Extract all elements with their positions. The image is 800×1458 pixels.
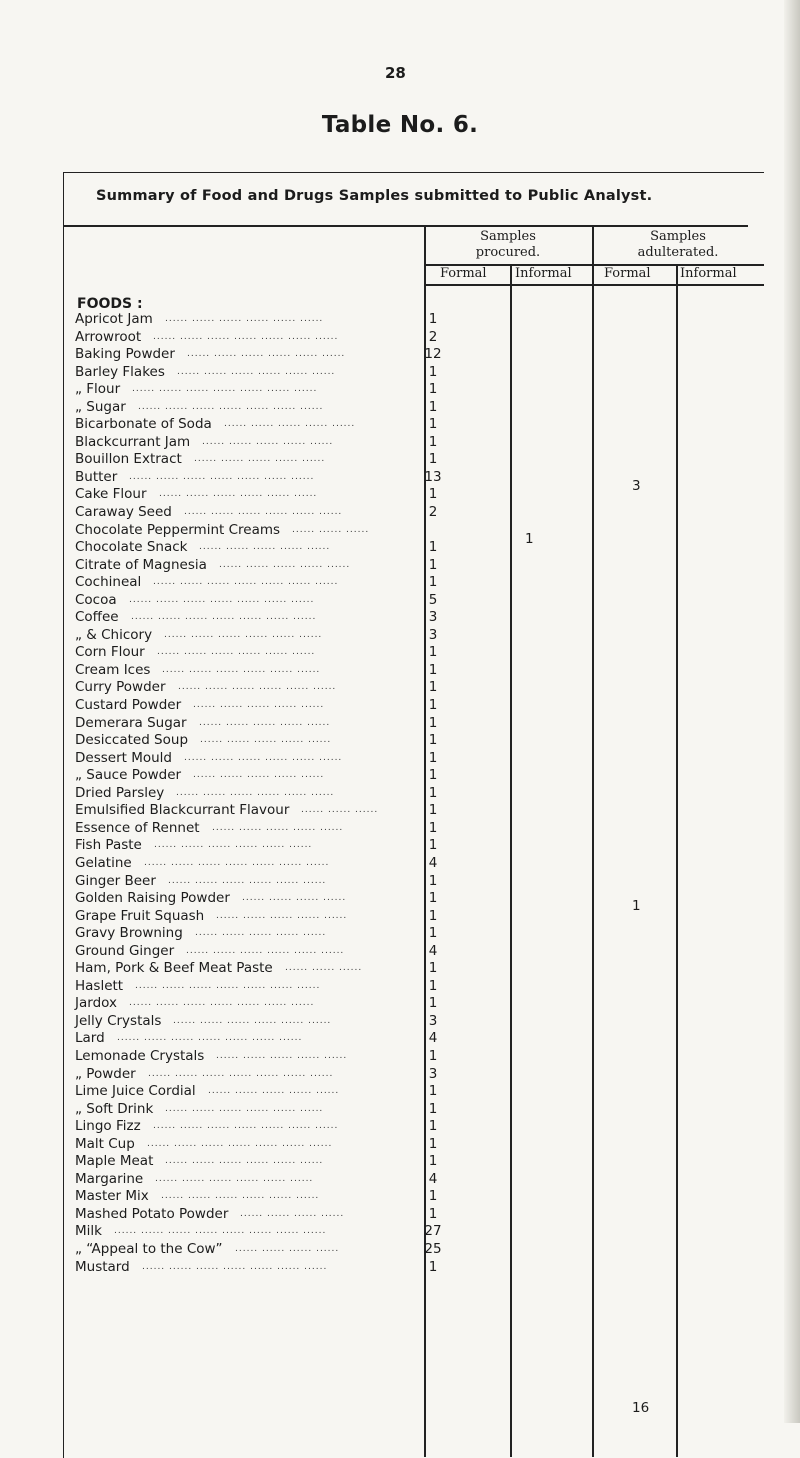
leader-dots: ...... ...... ...... ...... ...... ...... ...... (147, 1138, 333, 1149)
table-row (75, 767, 775, 785)
formal-count: 1 (428, 995, 438, 1012)
table-row (75, 995, 775, 1013)
table-row (75, 346, 775, 364)
table-row (75, 1030, 775, 1048)
food-name: „ Sauce Powder (75, 767, 182, 784)
food-name: Apricot Jam (75, 311, 153, 327)
table-row (75, 504, 775, 522)
food-name: „ Powder (75, 1065, 136, 1082)
food-name: Arrowroot (75, 328, 142, 345)
food-name: Caraway Seed (75, 504, 172, 521)
leader-dots: ...... ...... ...... ...... ...... ...... ...... (153, 577, 339, 588)
leader-dots: ...... ...... ...... ...... ...... ...... ...... (144, 857, 330, 868)
food-name: Golden Raising Powder (75, 890, 230, 907)
table-row (75, 1206, 775, 1224)
leader-dots: ...... ...... ...... ...... ...... (193, 770, 325, 781)
food-name: Emulsified Blackcurrant Flavour (75, 802, 290, 819)
formal-count: 25 (424, 1240, 442, 1257)
formal-count: 1 (428, 661, 438, 678)
table-row (75, 1083, 775, 1101)
leader-dots: ...... ...... ...... (292, 524, 370, 535)
leader-dots: ...... ...... ...... ...... ...... ...... (165, 1156, 324, 1167)
food-name: Custard Powder (75, 697, 182, 714)
leader-dots: ...... ...... ...... ...... ...... (216, 1050, 348, 1061)
formal-count: 1 (428, 732, 438, 749)
table-row (75, 329, 775, 347)
table-row (75, 697, 775, 715)
formal-count: 27 (424, 1223, 442, 1240)
food-name: Corn Flour (75, 644, 145, 661)
header-formal-adulterated: Formal (604, 266, 651, 281)
table-row (75, 1188, 775, 1206)
formal-count: 1 (428, 925, 438, 942)
leader-dots: ...... ...... ...... ...... ...... ...... (159, 489, 318, 500)
formal-count: 2 (428, 328, 438, 345)
leader-dots: ...... ...... ...... ...... ...... (200, 735, 332, 746)
table-row (75, 1118, 775, 1136)
formal-count: 1 (428, 644, 438, 661)
formal-count: 1 (428, 539, 438, 556)
formal-count: 1 (428, 907, 438, 924)
leader-dots: ...... ...... ...... (301, 805, 379, 816)
food-name: Barley Flakes (75, 363, 165, 380)
formal-count: 1 (428, 1135, 438, 1152)
leader-dots: ...... ...... ...... ...... ...... ...... ...... (131, 612, 317, 623)
adulterated-formal-value: 1 (632, 898, 641, 914)
leader-dots: ...... ...... ...... ...... ...... ...... ...... ...... (114, 1226, 327, 1237)
header-informal-adulterated: Informal (680, 266, 737, 281)
leader-dots: ...... ...... ...... ...... ...... ...... (155, 1173, 314, 1184)
table-row (75, 978, 775, 996)
table-row (75, 434, 775, 452)
table-row (75, 1171, 775, 1189)
leader-dots: ...... ...... ...... ...... ...... ...... (186, 945, 345, 956)
header-informal-procured: Informal (515, 266, 572, 281)
food-name: Demerara Sugar (75, 714, 187, 731)
food-name: „ “Appeal to the Cow” (75, 1240, 223, 1257)
food-name: „ & Chicory (75, 626, 153, 643)
leader-dots: ...... ...... ...... ...... ...... ...... ...... (129, 471, 315, 482)
formal-count: 1 (428, 486, 438, 503)
formal-count: 1 (428, 767, 438, 784)
adulterated-formal-value: 16 (632, 1400, 650, 1416)
leader-dots: ...... ...... ...... ...... ...... ...... ...... (153, 1121, 339, 1132)
formal-count: 1 (428, 451, 438, 468)
header-rule-bottom (424, 284, 764, 286)
leader-dots: ...... ...... ...... ...... ...... (212, 822, 344, 833)
leader-dots: ...... ...... ...... ...... ...... ...... (177, 366, 336, 377)
food-name: Curry Powder (75, 679, 166, 696)
table-row (75, 1153, 775, 1171)
leader-dots: ...... ...... ...... ...... ...... ...... (184, 752, 343, 763)
table-row (75, 381, 775, 399)
formal-count: 1 (428, 819, 438, 836)
leader-dots: ...... ...... ...... ...... ...... ...... (168, 875, 327, 886)
formal-count: 1 (428, 802, 438, 819)
formal-count: 1 (428, 714, 438, 731)
food-name: Mashed Potato Powder (75, 1205, 229, 1222)
formal-count: 2 (428, 504, 438, 521)
formal-count: 12 (424, 346, 442, 363)
food-name: Mustard (75, 1258, 130, 1275)
table-row (75, 574, 775, 592)
table-row (75, 855, 775, 873)
formal-count: 1 (428, 1047, 438, 1064)
table-row (75, 1101, 775, 1119)
leader-dots: ...... ...... ...... ...... ...... ...... (176, 787, 335, 798)
table-row (75, 890, 775, 908)
table-row (75, 1259, 775, 1277)
formal-count: 3 (428, 1065, 438, 1082)
food-name: Milk (75, 1223, 102, 1240)
table-summary: Summary of Food and Drugs Samples submitted to Public Analyst. (96, 188, 653, 204)
food-name: Master Mix (75, 1188, 149, 1205)
food-name: Lingo Fizz (75, 1118, 141, 1135)
food-name: Cake Flour (75, 486, 147, 503)
food-name: Blackcurrant Jam (75, 433, 191, 450)
table-row (75, 609, 775, 627)
food-name: Ham, Pork & Beef Meat Paste (75, 960, 273, 977)
table-row (75, 908, 775, 926)
page-number: 28 (385, 64, 406, 82)
table-row (75, 785, 775, 803)
formal-count: 1 (428, 556, 438, 573)
header-rule-left (64, 225, 424, 227)
leader-dots: ...... ...... ...... ...... ...... (224, 419, 356, 430)
header-samples-procured: Samples procured. (475, 229, 541, 260)
leader-dots: ...... ...... ...... ...... ...... ...... (161, 1191, 320, 1202)
formal-count: 3 (428, 626, 438, 643)
formal-count: 1 (428, 574, 438, 591)
food-name: Dried Parsley (75, 784, 165, 801)
food-name: Ginger Beer (75, 872, 156, 889)
leader-dots: ...... ...... ...... ...... ...... ...... ...... (135, 980, 321, 991)
leader-dots: ...... ...... ...... ...... (242, 893, 347, 904)
food-name: Maple Meat (75, 1153, 154, 1170)
table-row (75, 837, 775, 855)
table-row (75, 820, 775, 838)
food-name: Chocolate Snack (75, 539, 188, 556)
leader-dots: ...... ...... ...... ...... ...... (216, 910, 348, 921)
foods-label: FOODS : (77, 296, 143, 312)
informal-procured-value: 1 (525, 531, 534, 547)
formal-count: 1 (428, 1100, 438, 1117)
formal-count: 1 (428, 1205, 438, 1222)
food-rows (75, 311, 775, 1276)
leader-dots: ...... ...... ...... ...... ...... ...... (165, 314, 324, 324)
leader-dots: ...... ...... ...... ...... (240, 1208, 345, 1219)
table-row (75, 557, 775, 575)
formal-count: 1 (428, 837, 438, 854)
formal-count: 1 (428, 1258, 438, 1275)
table-row (75, 1136, 775, 1154)
table-row (75, 750, 775, 768)
table-row (75, 1223, 775, 1241)
leader-dots: ...... ...... ...... ...... ...... (193, 700, 325, 711)
leader-dots: ...... ...... ...... ...... ...... ...... ...... (129, 594, 315, 605)
food-name: Bouillon Extract (75, 451, 182, 468)
table-row (75, 662, 775, 680)
formal-count: 3 (428, 609, 438, 626)
leader-dots: ...... ...... ...... ...... ...... (202, 436, 334, 447)
leader-dots: ...... ...... ...... ...... ...... ...... ...... (142, 1261, 328, 1272)
formal-count: 1 (428, 872, 438, 889)
formal-count: 1 (428, 363, 438, 380)
formal-count: 1 (428, 977, 438, 994)
formal-count: 1 (428, 1188, 438, 1205)
food-name: Cocoa (75, 591, 117, 608)
leader-dots: ...... ...... ...... ...... ...... (199, 717, 331, 728)
formal-count: 1 (428, 433, 438, 450)
page-edge-shadow (784, 0, 800, 1423)
formal-count: 1 (428, 1083, 438, 1100)
food-name: Cream Ices (75, 661, 151, 678)
table-row (75, 1241, 775, 1259)
food-name: Essence of Rennet (75, 819, 200, 836)
food-name: Lime Juice Cordial (75, 1083, 196, 1100)
formal-count: 1 (428, 1118, 438, 1135)
food-name: Coffee (75, 609, 119, 626)
formal-count: 3 (428, 1012, 438, 1029)
adulterated-formal-value: 3 (632, 478, 641, 494)
leader-dots: ...... ...... ...... ...... ...... ...... (178, 682, 337, 693)
leader-dots: ...... ...... ...... ...... ...... (208, 1086, 340, 1097)
header-formal-procured: Formal (440, 266, 487, 281)
food-name: Lemonade Crystals (75, 1047, 205, 1064)
food-name: Baking Powder (75, 346, 175, 363)
formal-count: 1 (428, 960, 438, 977)
leader-dots: ...... ...... ...... ...... ...... (195, 928, 327, 939)
food-name: Lard (75, 1030, 105, 1047)
table-row (75, 486, 775, 504)
leader-dots: ...... ...... ...... ...... ...... ...... ...... (153, 331, 339, 342)
food-name: „ Flour (75, 381, 121, 398)
table-row (75, 1066, 775, 1084)
table-row (75, 715, 775, 733)
leader-dots: ...... ...... ...... ...... ...... ...... (164, 629, 323, 640)
formal-count: 4 (428, 1170, 438, 1187)
formal-count: 5 (428, 591, 438, 608)
formal-count: 13 (424, 468, 442, 485)
leader-dots: ...... ...... ...... ...... ...... ...... ...... (138, 401, 324, 412)
formal-count: 1 (428, 679, 438, 696)
table-row (75, 679, 775, 697)
table-row (75, 451, 775, 469)
leader-dots: ...... ...... ...... ...... ...... ...... ...... (129, 998, 315, 1009)
leader-dots: ...... ...... ...... ...... ...... ...... (162, 664, 321, 675)
food-name: Gelatine (75, 854, 132, 871)
leader-dots: ...... ...... ...... ...... ...... ...... ...... (148, 1068, 334, 1079)
formal-count: 1 (428, 1153, 438, 1170)
table-row (75, 416, 775, 434)
food-name: Malt Cup (75, 1135, 135, 1152)
formal-count: 1 (428, 697, 438, 714)
table-row (75, 469, 775, 487)
table-row (75, 311, 775, 329)
food-name: Chocolate Peppermint Creams (75, 521, 281, 538)
food-name: Desiccated Soup (75, 732, 189, 749)
formal-count: 1 (428, 398, 438, 415)
food-name: Haslett (75, 977, 124, 994)
table-title: Table No. 6. (321, 112, 479, 138)
formal-count: 4 (428, 1030, 438, 1047)
formal-count: 1 (428, 890, 438, 907)
food-name: Gravy Browning (75, 925, 183, 942)
leader-dots: ...... ...... ...... ...... ...... ...... (184, 507, 343, 518)
table-row (75, 873, 775, 891)
table-row (75, 960, 775, 978)
food-name: „ Sugar (75, 398, 126, 415)
table-row (75, 539, 775, 557)
table-row (75, 1048, 775, 1066)
leader-dots: ...... ...... ...... ...... ...... ...... (157, 647, 316, 658)
formal-count: 4 (428, 942, 438, 959)
table-row (75, 1013, 775, 1031)
food-name: Margarine (75, 1170, 144, 1187)
food-name: „ Soft Drink (75, 1100, 154, 1117)
leader-dots: ...... ...... ...... ...... ...... ...... ...... (132, 384, 318, 395)
leader-dots: ...... ...... ...... ...... ...... ...... (154, 840, 313, 851)
food-name: Jardox (75, 995, 117, 1012)
food-name: Butter (75, 468, 118, 485)
table-row (75, 364, 775, 382)
leader-dots: ...... ...... ...... ...... ...... (194, 454, 326, 465)
table-row (75, 644, 775, 662)
food-name: Bicarbonate of Soda (75, 416, 212, 433)
food-name: Ground Ginger (75, 942, 175, 959)
table-row (75, 943, 775, 961)
table-row (75, 925, 775, 943)
table-row (75, 802, 775, 820)
formal-count: 1 (428, 381, 438, 398)
table-row (75, 399, 775, 417)
leader-dots: ...... ...... ...... ...... ...... ...... ...... (117, 1033, 303, 1044)
leader-dots: ...... ...... ...... ...... ...... ...... (173, 1015, 332, 1026)
leader-dots: ...... ...... ...... ...... ...... ...... (187, 349, 346, 360)
leader-dots: ...... ...... ...... (285, 963, 363, 974)
formal-count: 1 (428, 311, 438, 327)
table-row (75, 592, 775, 610)
formal-count: 1 (428, 416, 438, 433)
header-samples-adulterated: Samples adulterated. (637, 229, 719, 260)
food-name: Citrate of Magnesia (75, 556, 207, 573)
food-name: Cochineal (75, 574, 142, 591)
formal-count: 1 (428, 749, 438, 766)
food-name: Fish Paste (75, 837, 142, 854)
table-row (75, 522, 775, 540)
food-name: Jelly Crystals (75, 1012, 162, 1029)
leader-dots: ...... ...... ...... ...... (235, 1243, 340, 1254)
food-name: Grape Fruit Squash (75, 907, 205, 924)
food-name: Dessert Mould (75, 749, 172, 766)
header-rule-groups (424, 225, 748, 227)
leader-dots: ...... ...... ...... ...... ...... (219, 559, 351, 570)
formal-count: 1 (428, 784, 438, 801)
leader-dots: ...... ...... ...... ...... ...... (199, 542, 331, 553)
leader-dots: ...... ...... ...... ...... ...... ...... (165, 1103, 324, 1114)
table-row (75, 627, 775, 645)
formal-count: 4 (428, 854, 438, 871)
table-row (75, 732, 775, 750)
